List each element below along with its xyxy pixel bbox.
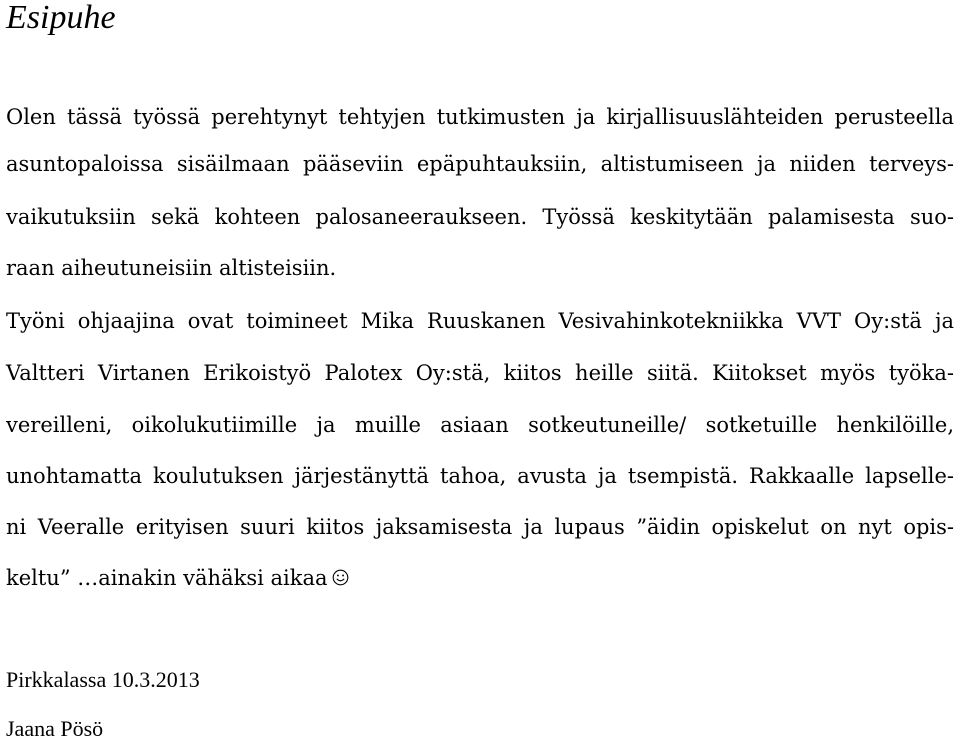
paragraph-1-line-2 [6,150,954,178]
paragraph-1-line-3 [6,203,954,231]
paragraph-2-line-5 [6,513,954,541]
paragraph-1-line-4 [6,254,336,282]
paragraph-1-line-1-text: Olen tässä työssä perehtynyt tehtyjen tutkimusten ja kirjallisuuslähteiden perusteella [6,105,954,129]
paragraph-2-line-1 [6,307,954,335]
paragraph-2-line-5-text: ni Veeralle erityisen suuri kiitos jaksamisesta ja lupaus ”äidin opiskelut on nyt opis- [6,515,954,539]
paragraph-2-line-3-text: vereilleni, oikolukutiimille ja muille asiaan sotkeutuneille/ sotketuille henkilöille, [6,413,954,437]
paragraph-2-line-6 [6,564,349,592]
paragraph-2-line-4 [6,462,954,490]
paragraph-1-line-3-text: vaikutuksiin sekä kohteen palosaneeraukseen. Työssä keskitytään palamisesta suo- [6,205,954,229]
smiley-face-icon [332,569,349,586]
paragraph-2-line-2 [6,359,954,387]
place-and-date: Pirkkalassa 10.3.2013 [6,667,200,692]
paragraph-2-line-2-text: Valtteri Virtanen Erikoistyö Palotex Oy:stä, kiitos heille siitä. Kiitokset myös työka- [6,361,954,385]
paragraph-2-line-4-text: unohtamatta koulutuksen järjestänyttä tahoa, avusta ja tsempistä. Rakkaalle lapselle- [6,464,954,488]
paragraph-2-line-1-text: Työni ohjaajina ovat toimineet Mika Ruuskanen Vesivahinkotekniikka VVT Oy:stä ja [6,309,954,333]
paragraph-2-line-3 [6,411,954,439]
page-title: Esipuhe [6,0,116,36]
paragraph-1-line-1 [6,103,954,131]
author-name: Jaana Pösö [6,716,104,741]
paragraph-1-line-2-text: asuntopaloissa sisäilmaan pääseviin epäpuhtauksiin, altistumiseen ja niiden terveys- [6,152,954,176]
paragraph-2-line-6-text: keltu” …ainakin vähäksi aikaa [6,566,328,590]
paragraph-1-line-4-text: raan aiheutuneisiin altisteisiin. [6,256,337,280]
